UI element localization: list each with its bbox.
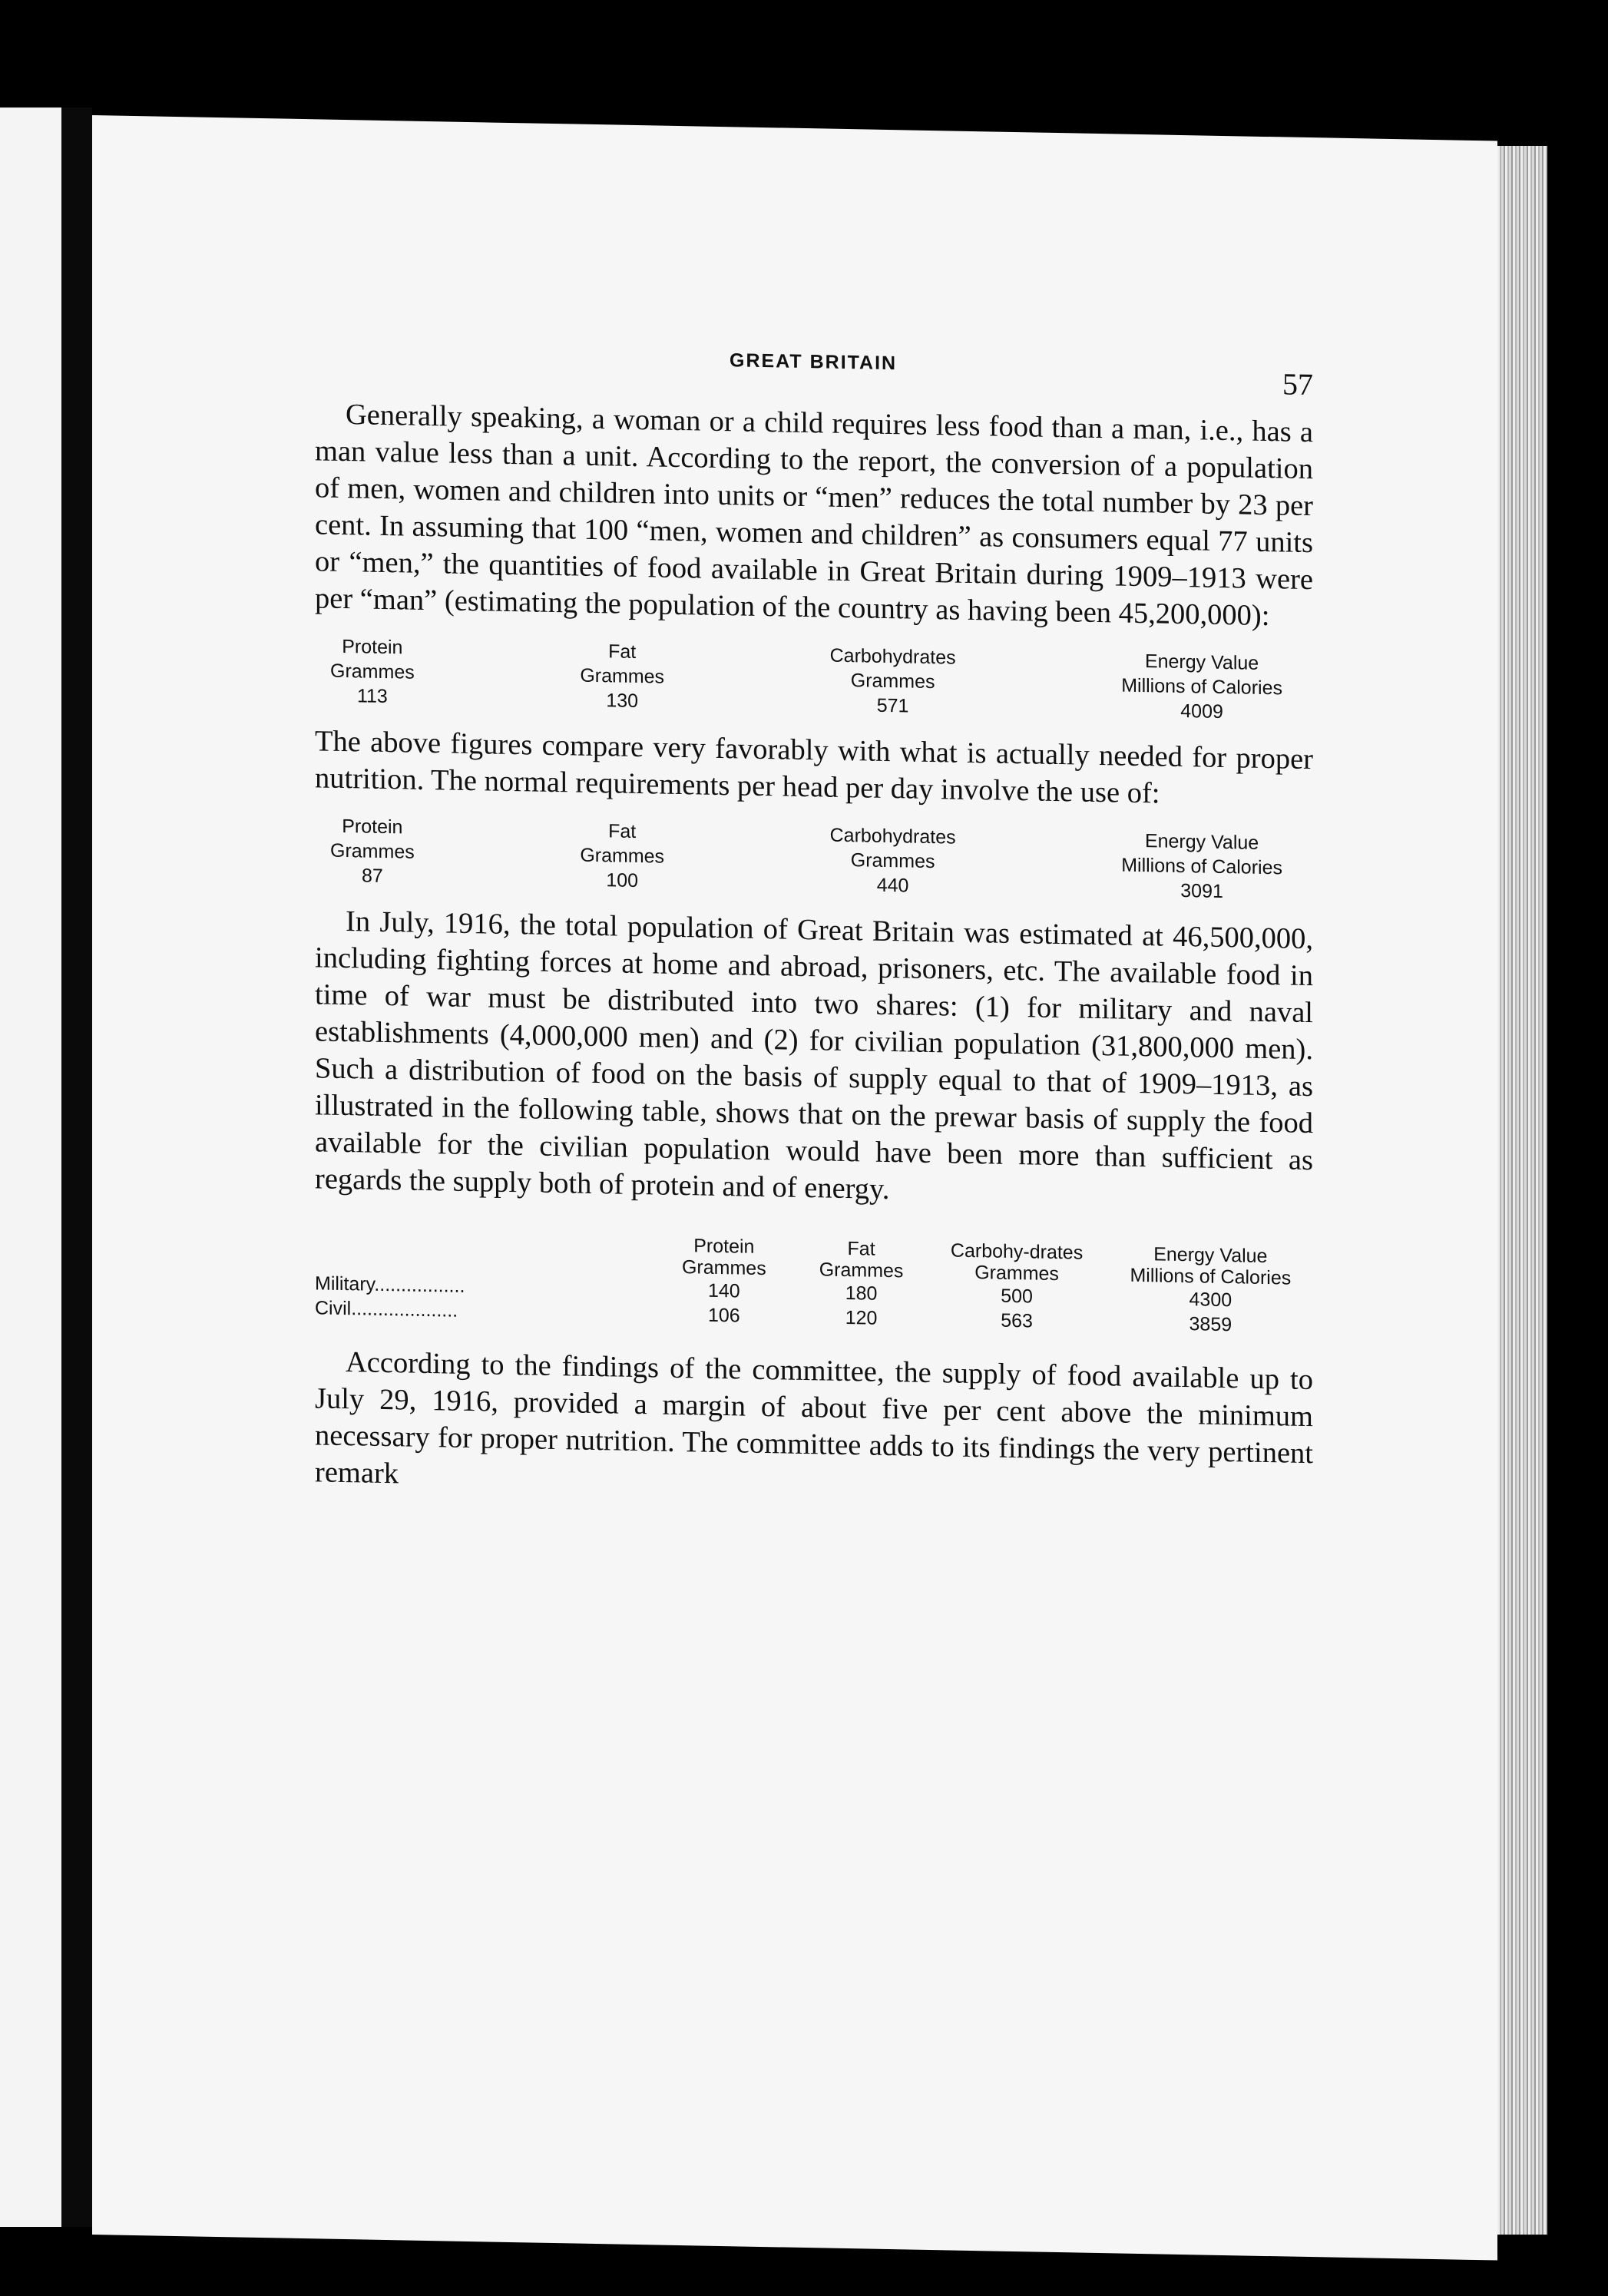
row-label-military: Military................. — [315, 1272, 465, 1297]
page-content — [315, 342, 1313, 1509]
nutrient-table-1 — [330, 634, 1282, 726]
header-carbohydrates: Carbohy-drates Grammes — [950, 1239, 1084, 1285]
page-number: 57 — [1282, 366, 1313, 402]
table-row: Military................. 140 180 500 4300 — [315, 1272, 1232, 1312]
table2-carbohydrates: Carbohydrates Grammes 440 — [829, 824, 956, 897]
paragraph-3: In July, 1916, the total population of Great Britain was estimated at 46,500,000, including fighting forces at home and abroad, prisoners, etc. The available food in time of war must be distributed into two shares: (1) for military and naval establishments (4,000,000 men) and (2) for civilian population (31,800,000 men). Such a distribution of food on the basis of supply equal to that of 1909–1913, as illustrated in the following table, shows that on the prewar basis of supply the food available for the civilian population would have been more than sufficient as regards the supply both of protein and of energy. — [315, 905, 1313, 1206]
facing-page-edge — [0, 108, 61, 2227]
book-gutter — [61, 108, 92, 2227]
book-page — [92, 115, 1497, 2261]
running-head: GREAT BRITAIN — [730, 349, 898, 375]
table2-energy: Energy Value Millions of Calories 3091 — [1121, 830, 1282, 902]
paragraph-1: Generally speaking, a woman or a child requires less food than a man, i.e., has a man value less than a unit. According to the report, the conversion of a population of men, women and children into units or “men” reduces the total number by 23 per cent. In assuming that 100 “men, women and children” as consumers equal 77 units or “men,” the quantities of food available in Great Britain during 1909–1913 were per “man” (estimating the population of the country as having been 45,200,000): — [315, 399, 1313, 633]
header-energy: Energy Value Millions of Calories — [1130, 1243, 1292, 1289]
paragraph-4: According to the findings of the committee, the supply of food available up to July 29, 1916, provided a margin of about five per cent above the minimum necessary for proper nutrition. The committee adds to its findings the very pertinent remark — [315, 1346, 1313, 1490]
table1-carbohydrates: Carbohydrates Grammes 571 — [829, 644, 956, 717]
distribution-table — [315, 1228, 1313, 1338]
table1-protein: Protein Grammes 113 — [330, 635, 415, 708]
header-fat: Fat Grammes — [819, 1238, 904, 1282]
table2-fat: Fat Grammes 100 — [580, 820, 665, 892]
paragraph-2: The above figures compare very favorably with what is actually needed for proper nutrition. The normal requirements per head per day involve the use of: — [315, 725, 1313, 810]
table1-fat: Fat Grammes 130 — [580, 640, 665, 713]
table1-energy: Energy Value Millions of Calories 4009 — [1121, 650, 1282, 723]
nutrient-table-2 — [330, 814, 1282, 905]
table2-protein: Protein Grammes 87 — [330, 815, 415, 887]
row-label-civil: Civil.................... — [315, 1297, 458, 1322]
header-protein: Protein Grammes — [681, 1235, 766, 1280]
table-row: Civil.................... 106 120 563 3859 — [315, 1297, 1232, 1336]
